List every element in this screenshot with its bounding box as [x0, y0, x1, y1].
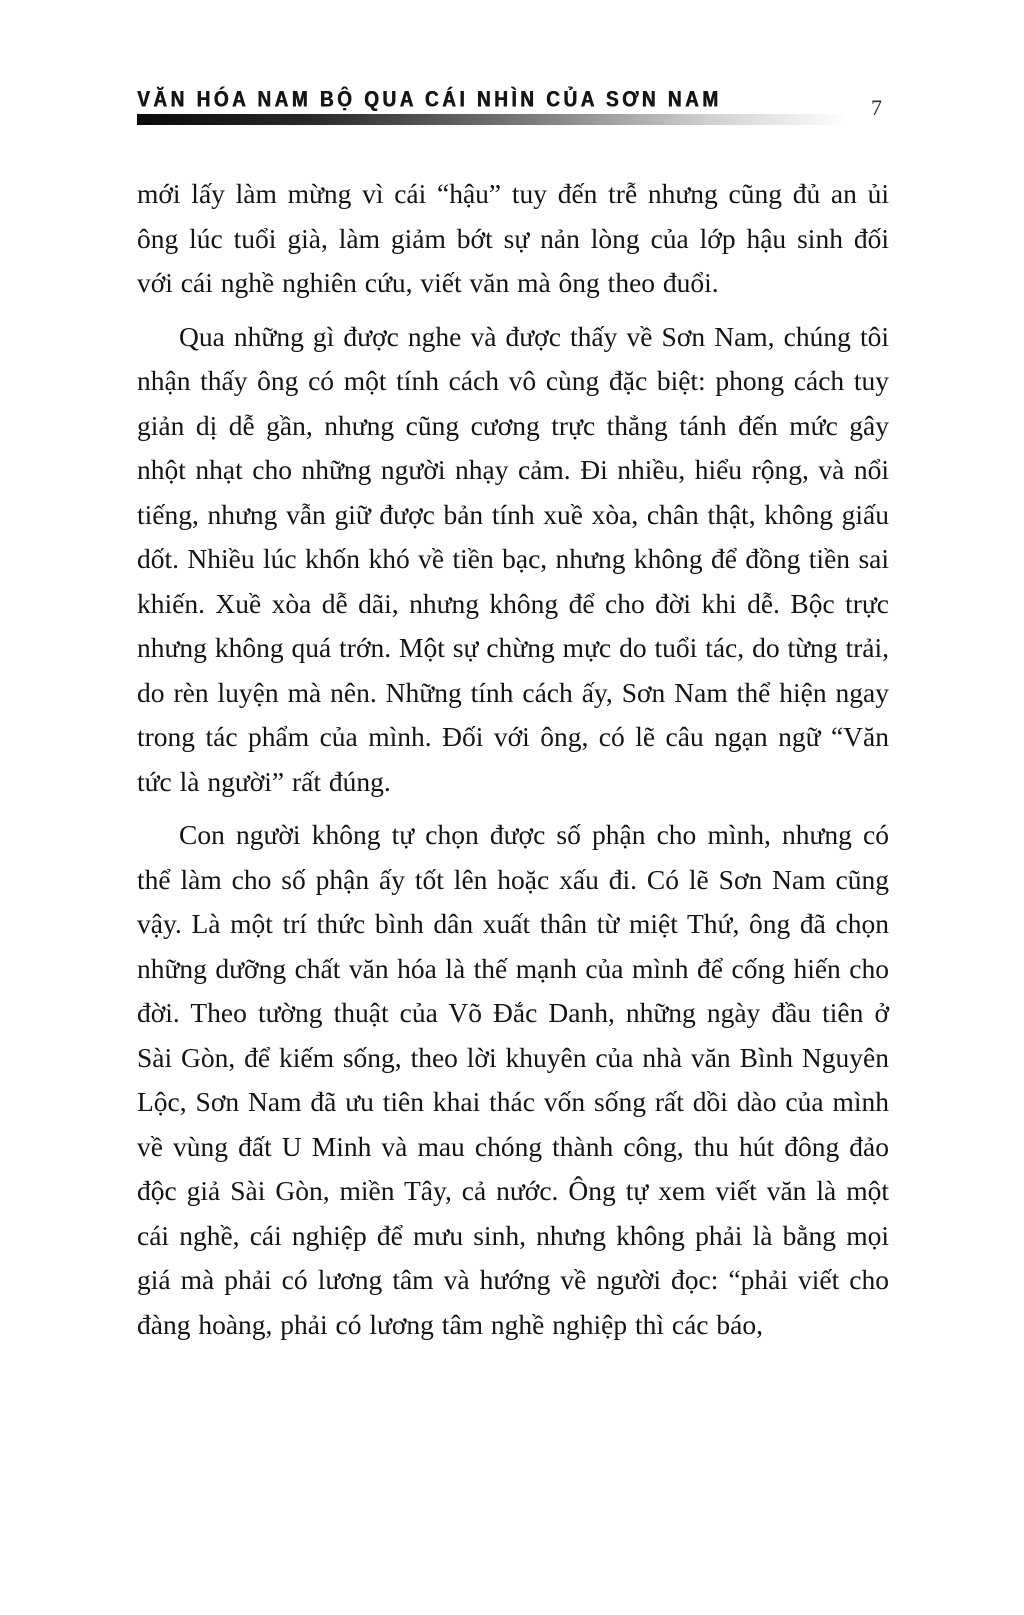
paragraph: mới lấy làm mừng vì cái “hậu” tuy đến trễ nhưng cũng đủ an ủi ông lúc tuổi già, làm giảm bớt sự nản lòng của lớp hậu sinh đối với cái nghề nghiên cứu, viết văn mà ông theo đuổi.: [137, 178, 889, 298]
paragraph: Con người không tự chọn được số phận cho mình, nhưng có thể làm cho số phận ấy tốt lên hoặc xấu đi. Có lẽ Sơn Nam cũng vậy. Là một trí thức bình dân xuất thân từ miệt Thứ, ông đã chọn những dưỡng chất văn hóa là thế mạnh của mình để cống hiến cho đời. Theo tường thuật của Võ Đắc Danh, những ngày đầu tiên ở Sài Gòn, để kiếm sống, theo lời khuyên của nhà văn Bình Nguyên Lộc, Sơn Nam đã ưu tiên khai thác vốn sống rất dồi dào của mình về vùng đất U Minh và mau chóng thành công, thu hút đông đảo độc giả Sài Gòn, miền Tây, cả nước. Ông tự xem viết văn là một cái nghề, cái nghiệp để mưu sinh, nhưng không phải là bằng mọi giá mà phải có lương tâm và hướng về người đọc: “phải viết cho đàng hoàng, phải có lương tâm nghề nghiệp thì các báo,: [137, 819, 889, 1340]
page-header: [137, 88, 914, 134]
paragraph: Qua những gì được nghe và được thấy về Sơn Nam, chúng tôi nhận thấy ông có một tính cách vô cùng đặc biệt: phong cách tuy giản dị dễ gần, nhưng cũng cương trực thẳng tánh đến mức gây nhột nhạt cho những người nhạy cảm. Đi nhiều, hiểu rộng, và nổi tiếng, nhưng vẫn giữ được bản tính xuề xòa, chân thật, không giấu dốt. Nhiều lúc khốn khó về tiền bạc, nhưng không để đồng tiền sai khiến. Xuề xòa dễ dãi, nhưng không để cho đời khi dễ. Bộc trực nhưng không quá trớn. Một sự chừng mực do tuổi tác, do từng trải, do rèn luyện mà nên. Những tính cách ấy, Sơn Nam thể hiện ngay trong tác phẩm của mình. Đối với ông, có lẽ câu ngạn ngữ “Văn tức là người” rất đúng.: [137, 320, 889, 797]
running-head-title: VĂN HÓA NAM BỘ QUA CÁI NHÌN CỦA SƠN NAM: [137, 88, 722, 113]
body-text-block: [137, 172, 889, 1356]
header-gradient-rule: [137, 114, 849, 125]
page-number: 7: [871, 95, 882, 120]
